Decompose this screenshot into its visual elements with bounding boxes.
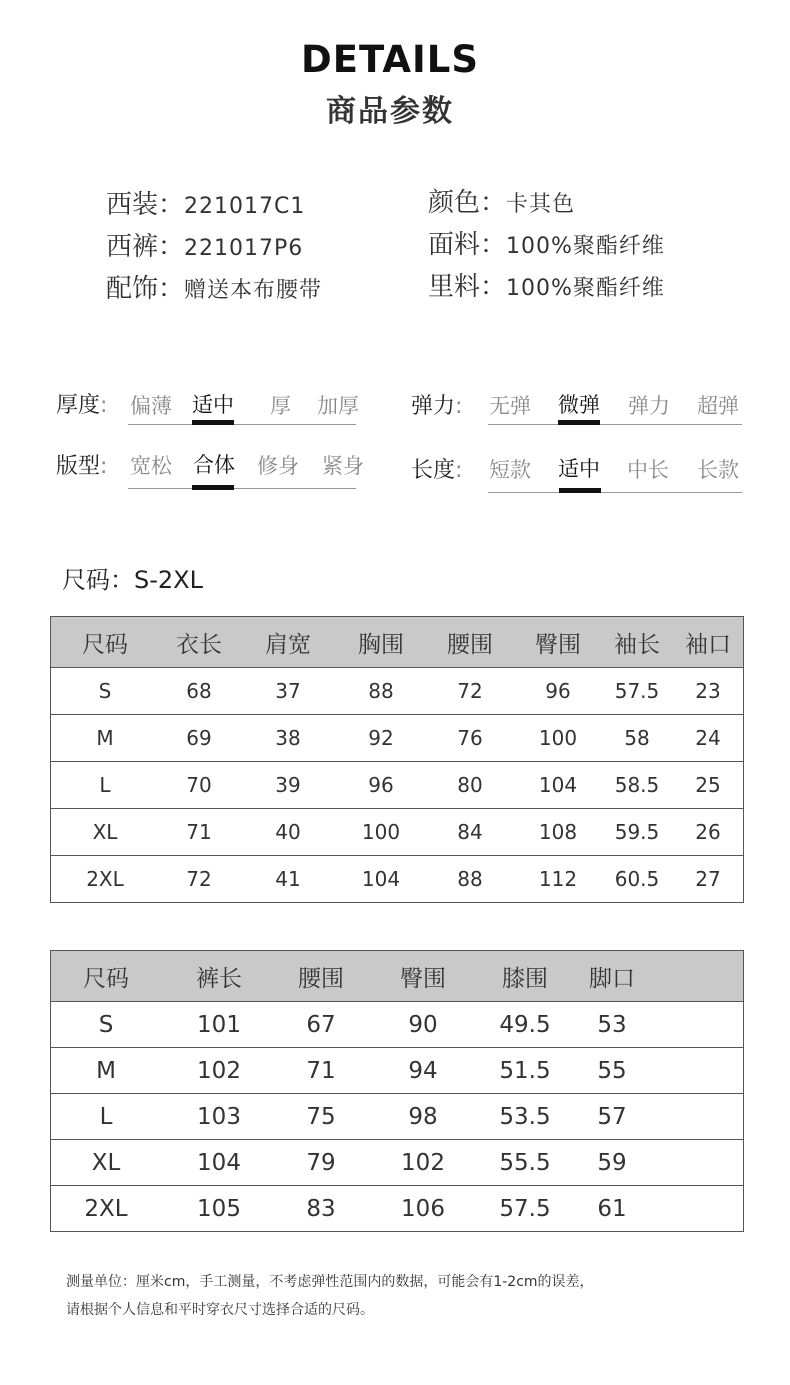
- table-cell: 104: [515, 762, 601, 809]
- table-cell: M: [51, 715, 160, 762]
- table-cell: 71: [159, 809, 239, 856]
- table-cell: 105: [197, 1195, 241, 1222]
- info-pants-label: 西裤：: [106, 232, 185, 262]
- info-accessory-value: 赠送本布腰带: [184, 278, 323, 303]
- table-cell: 83: [306, 1195, 336, 1222]
- table-cell: 55.5: [481, 1140, 569, 1186]
- table-cell: 41: [275, 867, 301, 891]
- table-row: [51, 1094, 744, 1140]
- col-header-knee: 膝围: [481, 951, 569, 1002]
- elasticity-option-slight: 微弹: [558, 393, 600, 417]
- info-lining-label: 里料：: [428, 272, 507, 302]
- table-row: [51, 762, 744, 809]
- table-cell: M: [51, 1048, 162, 1094]
- table-cell: 60.5: [614, 867, 660, 891]
- table-cell: 84: [425, 809, 515, 856]
- table-cell: 104: [361, 867, 401, 891]
- fit-scale-line: [128, 488, 356, 489]
- table-cell: 38: [239, 715, 337, 762]
- table-cell: 53.5: [481, 1094, 569, 1140]
- table-cell: 53: [569, 1002, 655, 1048]
- table-cell: S: [51, 1002, 162, 1048]
- table-header-row: [51, 951, 744, 1002]
- table-row: [51, 715, 744, 762]
- length-option-long: 长款: [697, 458, 739, 482]
- table-cell: 88: [337, 668, 425, 715]
- info-lining-value: 100%聚酯纤维: [506, 276, 665, 301]
- table-cell: 72: [425, 668, 515, 715]
- elasticity-option-none: 无弹: [489, 394, 531, 418]
- length-option-short: 短款: [489, 458, 531, 482]
- table-cell: 37: [239, 668, 337, 715]
- table-cell: 67: [277, 1002, 365, 1048]
- info-color-value: 卡其色: [506, 192, 576, 217]
- table-cell: 2XL: [86, 867, 124, 891]
- info-fabric-label: 面料：: [428, 230, 507, 260]
- table-cell: 102: [161, 1048, 277, 1094]
- col-header-size: 尺码: [51, 951, 162, 1002]
- table-cell: 58: [601, 715, 673, 762]
- table-cell: 72: [186, 867, 212, 891]
- length-scale-line: [488, 492, 742, 493]
- length-option-mid-long: 中长: [627, 458, 669, 482]
- table-cell: 98: [365, 1094, 481, 1140]
- table-cell: 68: [159, 668, 239, 715]
- col-header-chest: 胸围: [337, 617, 425, 668]
- table-cell: 69: [159, 715, 239, 762]
- table-cell: 40: [239, 809, 337, 856]
- table-cell: 102: [365, 1140, 481, 1186]
- table-cell: 23: [673, 668, 744, 715]
- pants-size-table: [50, 950, 744, 1232]
- info-fabric: [428, 224, 665, 261]
- table-cell-empty: [655, 1094, 744, 1140]
- thickness-option-thin: 偏薄: [130, 394, 172, 418]
- table-cell: 79: [277, 1140, 365, 1186]
- table-cell: 92: [337, 715, 425, 762]
- table-cell: 88: [457, 867, 483, 891]
- attr-length-label: 长度:: [411, 458, 463, 483]
- table-cell: 100: [515, 715, 601, 762]
- thickness-option-medium: 适中: [192, 393, 234, 417]
- col-header-pants-length: 裤长: [161, 951, 277, 1002]
- table-cell: 39: [239, 762, 337, 809]
- table-cell: L: [51, 1094, 162, 1140]
- col-header-waist: 腰围: [277, 951, 365, 1002]
- fit-option-slim: 修身: [257, 454, 299, 478]
- thickness-option-extra-thick: 加厚: [317, 394, 359, 418]
- elasticity-selected-marker: [558, 420, 600, 425]
- info-lining: [428, 266, 665, 303]
- table-cell: 55: [569, 1048, 655, 1094]
- table-cell: 71: [277, 1048, 365, 1094]
- info-color: [428, 182, 575, 219]
- table-cell: 59.5: [601, 809, 673, 856]
- table-cell: 51.5: [481, 1048, 569, 1094]
- col-header-waist: 腰围: [425, 617, 515, 668]
- size-advice-note: 请根据个人信息和平时穿衣尺寸选择合适的尺码。: [66, 1302, 374, 1318]
- attr-thickness-label: 厚度:: [56, 393, 108, 418]
- table-row: [51, 1002, 744, 1048]
- table-cell: 100: [337, 809, 425, 856]
- fit-option-loose: 宽松: [130, 454, 172, 478]
- table-cell: S: [51, 668, 160, 715]
- info-accessory-label: 配饰：: [106, 274, 185, 304]
- table-cell: 57: [569, 1094, 655, 1140]
- table-cell: 59: [569, 1140, 655, 1186]
- page-title-en: DETAILS: [301, 38, 479, 81]
- info-color-label: 颜色：: [428, 188, 507, 218]
- table-cell: 90: [365, 1002, 481, 1048]
- table-cell: 70: [159, 762, 239, 809]
- info-pants: [106, 226, 303, 263]
- page-title-cn: 商品参数: [326, 94, 454, 129]
- table-row: [51, 668, 744, 715]
- table-cell-empty: [655, 1002, 744, 1048]
- table-cell: 27: [695, 867, 721, 891]
- info-fabric-value: 100%聚酯纤维: [506, 234, 665, 259]
- table-row: [51, 1186, 744, 1232]
- jacket-size-table: [50, 616, 744, 903]
- measurement-note: 测量单位：厘米cm，手工测量，不考虑弹性范围内的数据，可能会有1-2cm的误差，: [66, 1274, 594, 1290]
- table-cell: 96: [337, 762, 425, 809]
- attr-fit-label: 版型:: [56, 454, 108, 479]
- table-row: [51, 809, 744, 856]
- attr-elasticity-label: 弹力:: [411, 394, 463, 419]
- table-cell: L: [51, 762, 160, 809]
- table-cell-empty: [655, 1186, 744, 1232]
- size-range-title: 尺码：S-2XL: [62, 566, 203, 594]
- thickness-selected-marker: [192, 420, 234, 425]
- table-cell: 112: [538, 867, 578, 891]
- table-cell: 76: [425, 715, 515, 762]
- info-suit-label: 西装：: [106, 190, 185, 220]
- table-cell: 26: [673, 809, 744, 856]
- table-cell: 61: [597, 1195, 627, 1222]
- table-cell: 2XL: [84, 1195, 128, 1222]
- table-cell: 94: [365, 1048, 481, 1094]
- fit-selected-marker: [192, 485, 234, 490]
- info-suit: [106, 184, 305, 221]
- elasticity-option-stretch: 弹力: [628, 394, 670, 418]
- table-cell: 96: [515, 668, 601, 715]
- table-cell: 25: [673, 762, 744, 809]
- table-cell: 103: [161, 1094, 277, 1140]
- thickness-option-thick: 厚: [270, 394, 291, 418]
- table-row: [51, 1140, 744, 1186]
- table-cell: 106: [401, 1195, 445, 1222]
- table-cell: XL: [51, 809, 160, 856]
- table-cell: 58.5: [601, 762, 673, 809]
- table-cell: 104: [161, 1140, 277, 1186]
- col-header-length: 衣长: [159, 617, 239, 668]
- table-cell: 80: [425, 762, 515, 809]
- table-cell: 75: [277, 1094, 365, 1140]
- col-header-hip: 臀围: [515, 617, 601, 668]
- fit-option-tight: 紧身: [322, 454, 364, 478]
- table-cell: 49.5: [481, 1002, 569, 1048]
- col-header-cuff: 袖口: [673, 617, 744, 668]
- table-cell: 57.5: [499, 1195, 551, 1222]
- col-header-size: 尺码: [51, 617, 160, 668]
- thickness-scale-line: [128, 424, 356, 425]
- fit-option-regular: 合体: [193, 453, 235, 477]
- table-cell: XL: [51, 1140, 162, 1186]
- length-selected-marker: [559, 488, 601, 493]
- info-accessory: [106, 268, 322, 305]
- table-header-row: [51, 617, 744, 668]
- elasticity-option-super: 超弹: [697, 394, 739, 418]
- table-cell: 108: [515, 809, 601, 856]
- table-cell-empty: [655, 1048, 744, 1094]
- info-pants-value: 221017P6: [184, 236, 304, 261]
- table-cell: 24: [673, 715, 744, 762]
- col-header-sleeve-length: 袖长: [601, 617, 673, 668]
- table-row: [51, 856, 744, 903]
- length-option-regular: 适中: [558, 457, 600, 481]
- table-cell-empty: [655, 1140, 744, 1186]
- table-cell: 57.5: [601, 668, 673, 715]
- col-header-empty: [655, 951, 744, 1002]
- col-header-hip: 臀围: [365, 951, 481, 1002]
- info-suit-value: 221017C1: [184, 194, 306, 219]
- col-header-shoulder: 肩宽: [239, 617, 337, 668]
- table-row: [51, 1048, 744, 1094]
- elasticity-scale-line: [488, 424, 742, 425]
- col-header-hem: 脚口: [569, 951, 655, 1002]
- table-cell: 101: [161, 1002, 277, 1048]
